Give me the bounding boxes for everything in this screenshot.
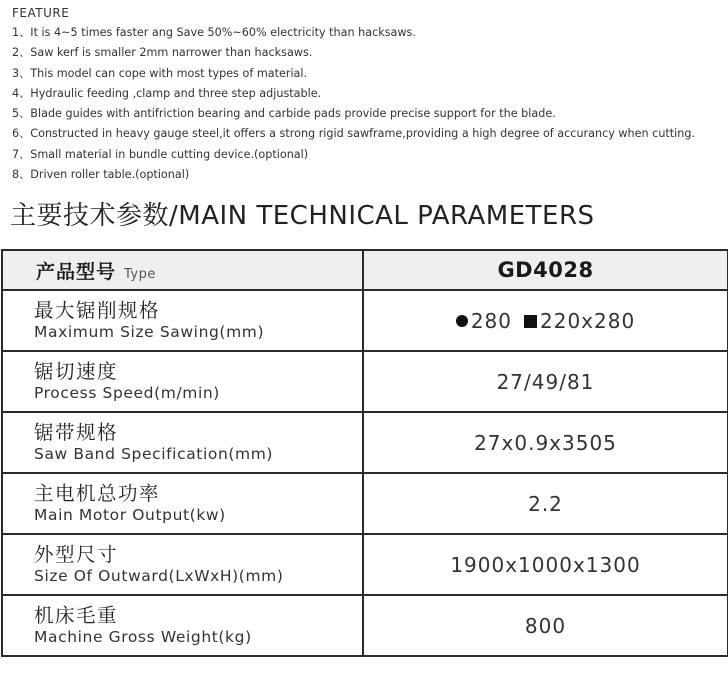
param-label-en: Process Speed(m/min): [34, 384, 220, 402]
param-label-cn: 外型尺寸: [34, 543, 119, 566]
table-row: [2, 534, 728, 595]
filled-square-icon: [524, 315, 537, 328]
feature-item: 3、This model can cope with most types of material.: [12, 66, 308, 80]
param-value: 2.2: [363, 473, 728, 534]
param-label-en: Saw Band Specification(mm): [34, 445, 274, 463]
table-row: [2, 290, 728, 351]
param-value: 1900x1000x1300: [363, 534, 728, 595]
round-bar-size: 280: [470, 308, 512, 333]
feature-list: [12, 23, 728, 185]
param-value: 27/49/81: [363, 351, 728, 412]
feature-item: 2、Saw kerf is smaller 2mm narrower than hacksaws.: [12, 46, 313, 60]
table-row: [2, 412, 728, 473]
table-row: [2, 595, 728, 656]
model-name: GD4028: [363, 250, 728, 290]
feature-item: 5、Blade guides with antifriction bearing and carbide pads provide precise support for the blade.: [12, 107, 556, 121]
param-label-cell: [2, 351, 363, 412]
param-label-cn: 锯切速度: [34, 360, 119, 383]
param-value-cell: [363, 290, 728, 351]
param-label-en: Machine Gross Weight(kg): [34, 628, 252, 646]
param-label-cn: 锯带规格: [34, 421, 119, 444]
feature-item: 7、Small material in bundle cutting device.(optional): [12, 147, 309, 161]
feature-item: 4、Hydraulic feeding ,clamp and three step adjustable.: [12, 86, 322, 100]
param-label-cn: 最大锯削规格: [34, 299, 161, 322]
param-label-en: Size Of Outward(LxWxH)(mm): [34, 567, 284, 585]
filled-circle-icon: [456, 315, 468, 327]
param-label-en: Maximum Size Sawing(mm): [34, 323, 265, 341]
parameters-table: [1, 249, 728, 657]
feature-item: 8、Driven roller table.(optional): [12, 168, 190, 182]
square-bar-size: 220x280: [540, 308, 636, 333]
param-label-cell: [2, 534, 363, 595]
param-label-cell: [2, 595, 363, 656]
type-label-cell: [2, 250, 363, 290]
feature-item: 6、Constructed in heavy gauge steel,it offers a strong rigid sawframe,providing a high degree of accurancy when cutting.: [12, 127, 696, 141]
type-label-en: Type: [124, 266, 156, 282]
feature-section: [12, 4, 728, 185]
param-value: 27x0.9x3505: [363, 412, 728, 473]
feature-item: 1、It is 4~5 times faster ang Save 50%~60% electricity than hacksaws.: [12, 26, 416, 39]
feature-heading: FEATURE: [12, 6, 70, 20]
param-label-cell: [2, 473, 363, 534]
param-label-cn: 主电机总功率: [34, 482, 161, 505]
param-value: 800: [363, 595, 728, 656]
table-row: [2, 473, 728, 534]
section-title: 主要技术参数/MAIN TECHNICAL PARAMETERS: [10, 201, 595, 231]
param-label-cn: 机床毛重: [34, 604, 119, 627]
param-label-cell: [2, 290, 363, 351]
table-header-row: [2, 250, 728, 290]
param-label-cell: [2, 412, 363, 473]
table-row: [2, 351, 728, 412]
type-label-cn: 产品型号: [36, 260, 117, 283]
param-label-en: Main Motor Output(kw): [34, 506, 226, 524]
